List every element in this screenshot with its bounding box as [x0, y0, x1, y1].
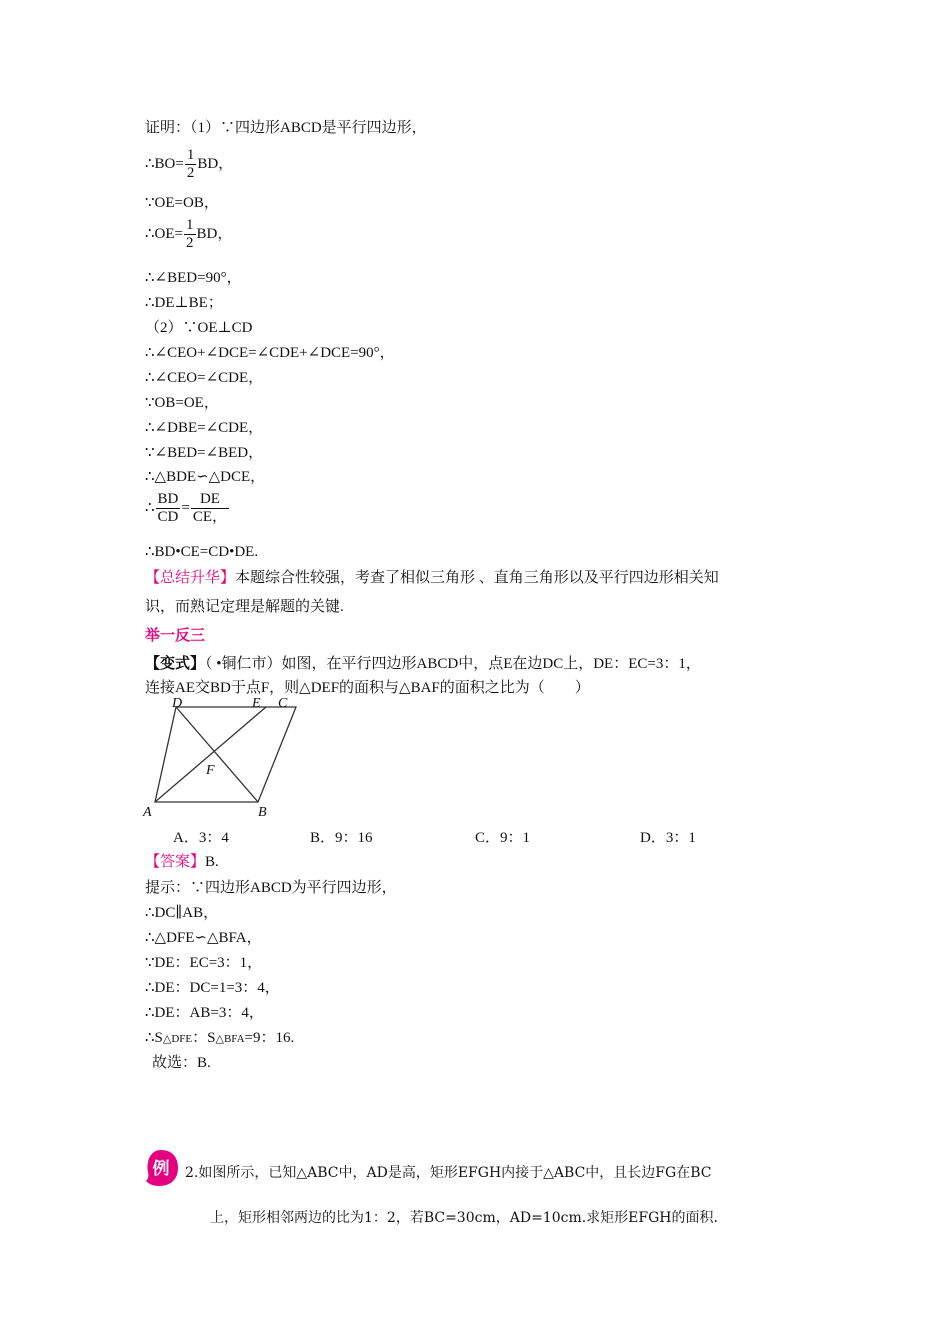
option-d[interactable]: D．3：1	[640, 830, 696, 846]
frac-den: CE，	[192, 509, 228, 526]
summary-line-1	[145, 568, 719, 588]
hint-text: ∴S	[145, 1030, 163, 1046]
proof-line-6: ∴DE⊥BE；	[145, 295, 223, 311]
variant-text: （ •铜仁市）如图，在平行四边形ABCD中，点E在边DC上，DE：EC=3：1，	[205, 656, 701, 672]
frac-den: 2	[186, 235, 194, 252]
proof-line-2	[145, 146, 233, 182]
example-badge-icon	[143, 1148, 179, 1188]
hint-line-8: 故选：B.	[152, 1055, 211, 1071]
answer-value: B.	[205, 854, 219, 870]
frac-num: 1	[186, 147, 195, 164]
proof-line-10: ∵OB=OE，	[145, 395, 219, 411]
answer-line	[145, 852, 219, 872]
proof-line-11: ∴∠DBE=∠CDE，	[145, 420, 264, 436]
option-b[interactable]: B．9：16	[310, 830, 373, 846]
answer-tag: 【答案】	[145, 854, 206, 870]
hint-line-5: ∴DE：DC=1=3：4，	[145, 980, 280, 996]
proof-line-3: ∵OE=OB，	[145, 195, 219, 211]
frac-num: 1	[186, 217, 194, 234]
variant-tag: 【变式】	[145, 656, 206, 672]
frac-den: CD	[157, 509, 179, 526]
proof-line-14	[145, 490, 230, 526]
label-a: A	[143, 805, 152, 820]
label-b: B	[258, 805, 267, 820]
summary-line-2: 识，而熟记定理是解题的关键.	[145, 599, 344, 615]
hint-text: ：S	[192, 1030, 216, 1046]
proof-line-1: 证明：（1）∵四边形ABCD是平行四边形，	[145, 120, 427, 136]
proof-line-8: ∴∠CEO+∠DCE=∠CDE+∠DCE=90°，	[145, 345, 395, 361]
frac-num: BD	[157, 491, 179, 508]
frac-den: 2	[186, 165, 195, 182]
option-c[interactable]: C．9：1	[475, 830, 531, 846]
frac-num: DE	[191, 491, 229, 509]
example-badge-text: 例	[152, 1159, 170, 1178]
practice-title: 举一反三	[145, 628, 206, 644]
proof-line-13: ∴△BDE∽△DCE，	[145, 469, 266, 485]
hint-line-3: ∴△DFE∽△BFA，	[145, 930, 262, 946]
hint-line-6: ∴DE：AB=3：4，	[145, 1005, 264, 1021]
fraction-half	[184, 217, 196, 252]
hint-line-4: ∵DE：EC=3：1，	[145, 955, 263, 971]
proof-line-9: ∴∠CEO=∠CDE，	[145, 370, 264, 386]
proof-text: BD，	[196, 226, 233, 242]
subscript-dfe: △DFE	[162, 1033, 193, 1045]
proof-line-12: ∵∠BED=∠BED，	[145, 445, 264, 461]
option-a[interactable]: A．3：4	[173, 830, 229, 846]
proof-text: BD，	[197, 156, 234, 172]
fraction-half	[185, 147, 197, 182]
proof-text: ∴OE=	[145, 226, 183, 242]
proof-line-5: ∴∠BED=90°，	[145, 270, 242, 286]
example-line-1: 2.如图所示，已知△ABC中，AD是高，矩形EFGH内接于△ABC中，且长边FG在BC	[185, 1165, 712, 1181]
label-d: D	[172, 696, 183, 711]
example-line-2: 上，矩形相邻两边的比为1：2，若BC=30cm，AD=10cm.求矩形EFGH的面积.	[210, 1210, 718, 1226]
therefore-symbol: ∴	[145, 500, 155, 516]
diagonal-bd	[176, 707, 258, 802]
fraction-bd-cd	[156, 491, 181, 526]
fraction-de-ce	[191, 491, 229, 526]
summary-tag: 【总结升华】	[145, 570, 236, 586]
summary-text: 本题综合性较强，考查了相似三角形 、直角三角形以及平行四边形相关知	[235, 570, 719, 586]
proof-line-15: ∴BD•CE=CD•DE.	[145, 544, 259, 560]
hint-line-7	[145, 1028, 294, 1049]
proof-line-4	[145, 216, 232, 252]
equals-sign: =	[181, 500, 190, 516]
subscript-bfa: △BFA	[215, 1033, 245, 1045]
hint-line-1: 提示：∵四边形ABCD为平行四边形，	[145, 880, 397, 896]
proof-line-7: （2）∵OE⊥CD	[145, 320, 253, 336]
label-e: E	[252, 696, 261, 711]
label-c: C	[278, 696, 288, 711]
variant-line-1	[145, 654, 701, 674]
label-f: F	[206, 763, 215, 778]
parallelogram-abcd	[155, 707, 296, 802]
segment-ae	[155, 707, 266, 802]
parallelogram-figure	[140, 695, 300, 825]
proof-text: ∴BO=	[145, 156, 184, 172]
hint-line-2: ∴DC∥AB，	[145, 905, 219, 921]
variant-line-2: 连接AE交BD于点F，则△DEF的面积与△BAF的面积之比为（ ）	[145, 680, 590, 696]
hint-text: =9：16.	[244, 1030, 295, 1046]
